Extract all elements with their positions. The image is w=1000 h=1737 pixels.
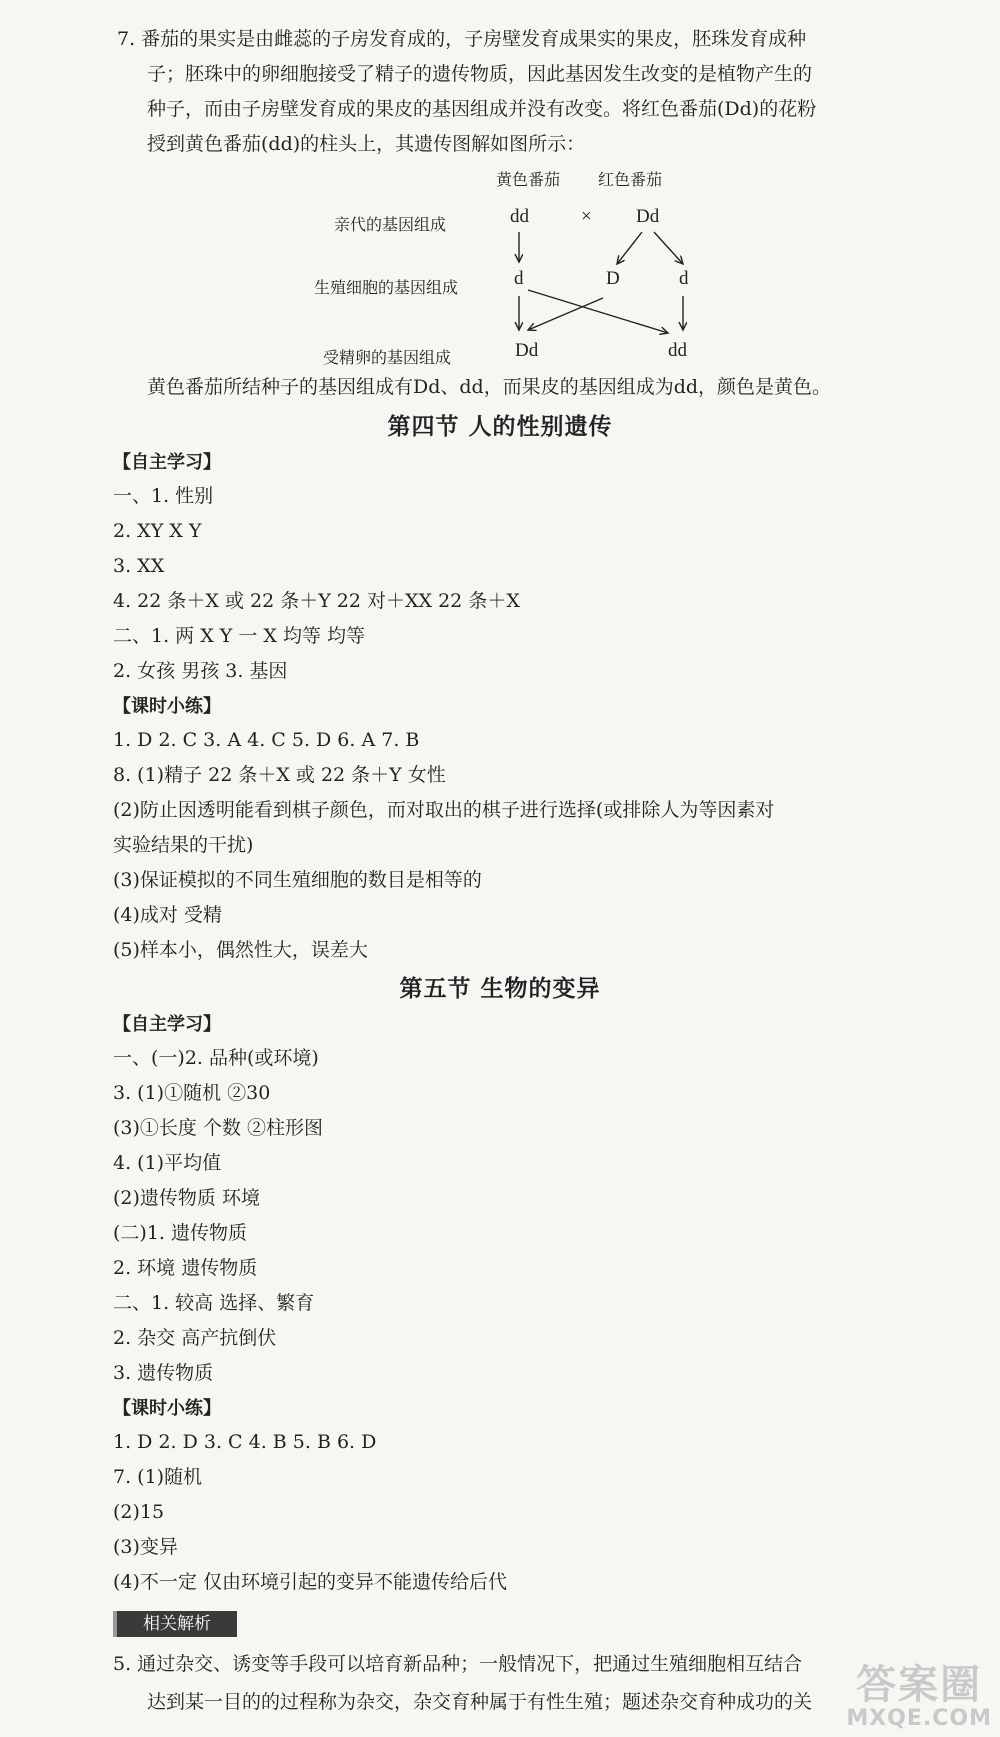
section4-practice-line: 1. D 2. C 3. A 4. C 5. D 6. A 7. B	[113, 729, 420, 751]
parent-red-genotype: Dd	[636, 206, 660, 227]
section4-practice-line: (5)样本小，偶然性大，误差大	[113, 939, 368, 961]
diagram-col-yellow: 黄色番茄	[496, 170, 561, 189]
diagram-col-red: 红色番茄	[598, 170, 663, 189]
intro-line-4: 授到黄色番茄(dd)的柱头上，其遗传图解如图所示：	[147, 133, 586, 155]
diagram-row-zygote: 受精卵的基因组成	[323, 348, 452, 367]
section5-self-line: (3)①长度 个数 ②柱形图	[113, 1117, 323, 1139]
section5-practice-line: (2)15	[113, 1501, 165, 1523]
intro-line-3: 种子，而由子房壁发育成的果皮的基因组成并没有改变。将红色番茄(Dd)的花粉	[147, 98, 817, 120]
section5-practice-line: 1. D 2. D 3. C 4. B 5. B 6. D	[113, 1431, 377, 1453]
section4-self-line: 一、1. 性别	[113, 485, 214, 507]
watermark-main: 答案圈	[856, 1662, 983, 1708]
diagram-row-gamete: 生殖细胞的基因组成	[314, 278, 459, 297]
arrow-Dd-to-D	[617, 232, 642, 264]
gamete-red-d: d	[679, 268, 689, 289]
section5-practice-line: (4)不一定 仅由环境引起的变异不能遗传给后代	[113, 1571, 507, 1593]
section5-practice-line: (3)变异	[113, 1536, 178, 1558]
section5-practice-header: 【课时小练】	[113, 1398, 221, 1419]
analysis-line: 达到某一目的的过程称为杂交，杂交育种属于有性生殖；题述杂交育种成功的关	[147, 1691, 813, 1713]
section5-self-line: 4. (1)平均值	[113, 1152, 222, 1174]
cross-sign: ×	[581, 206, 592, 227]
arrow-Dd-to-d	[654, 232, 683, 264]
diagram-arrows	[0, 0, 1000, 400]
arrow-D-to-Dd	[528, 298, 603, 330]
section4-self-study-header: 【自主学习】	[113, 452, 221, 473]
section4-self-line: 2. 女孩 男孩 3. 基因	[113, 660, 288, 682]
section5-self-line: 3. 遗传物质	[113, 1362, 214, 1384]
section5-self-line: (2)遗传物质 环境	[113, 1187, 260, 1209]
diagram-row-parent: 亲代的基因组成	[334, 215, 447, 234]
section5-self-study-header: 【自主学习】	[113, 1014, 221, 1035]
section5-self-line: 一、(一)2. 品种(或环境)	[113, 1047, 319, 1069]
section4-self-line: 3. XX	[113, 555, 165, 577]
analysis-line: 5. 通过杂交、诱变等手段可以培育新品种；一般情况下，把通过生殖细胞相互结合	[113, 1653, 803, 1675]
parent-yellow-genotype: dd	[510, 206, 529, 227]
gamete-red-D: D	[606, 268, 620, 289]
watermark-sub: MXQE.COM	[846, 1706, 992, 1731]
section5-self-line: 2. 杂交 高产抗倒伏	[113, 1327, 277, 1349]
section5-self-line: (二)1. 遗传物质	[113, 1222, 247, 1244]
section4-self-line: 二、1. 两 X Y 一 X 均等 均等	[113, 625, 366, 647]
section4-title: 第四节 人的性别遗传	[387, 414, 613, 440]
section5-practice-line: 7. (1)随机	[113, 1466, 203, 1488]
gamete-yellow: d	[514, 268, 524, 289]
section4-practice-line: 实验结果的干扰)	[113, 834, 254, 856]
section4-practice-line: (2)防止因透明能看到棋子颜色，而对取出的棋子进行选择(或排除人为等因素对	[113, 799, 775, 821]
intro-line-1: 7. 番茄的果实是由雌蕊的子房发育成的，子房壁发育成果实的果皮，胚珠发育成种	[117, 28, 807, 50]
section4-practice-header: 【课时小练】	[113, 696, 221, 717]
zygote-dd: dd	[668, 340, 687, 361]
section4-self-line: 4. 22 条＋X 或 22 条＋Y 22 对＋XX 22 条＋X	[113, 590, 520, 612]
zygote-Dd: Dd	[515, 340, 539, 361]
analysis-label: 相关解析	[113, 1611, 237, 1637]
section4-practice-line: (4)成对 受精	[113, 904, 222, 926]
watermark	[846, 1663, 992, 1731]
arrow-d-to-dd	[528, 290, 668, 333]
intro-line-2: 子；胚珠中的卵细胞接受了精子的遗传物质，因此基因发生改变的是植物产生的	[147, 63, 813, 85]
section5-self-line: 2. 环境 遗传物质	[113, 1257, 258, 1279]
section4-self-line: 2. XY X Y	[113, 520, 202, 542]
section5-self-line: 3. (1)①随机 ②30	[113, 1082, 271, 1104]
section4-practice-line: 8. (1)精子 22 条＋X 或 22 条＋Y 女性	[113, 764, 446, 786]
section5-title: 第五节 生物的变异	[399, 976, 601, 1002]
section5-self-line: 二、1. 较高 选择、繁育	[113, 1292, 315, 1314]
section4-practice-line: (3)保证模拟的不同生殖细胞的数目是相等的	[113, 869, 482, 891]
diagram-conclusion: 黄色番茄所结种子的基因组成有Dd、dd，而果皮的基因组成为dd，颜色是黄色。	[147, 376, 832, 398]
